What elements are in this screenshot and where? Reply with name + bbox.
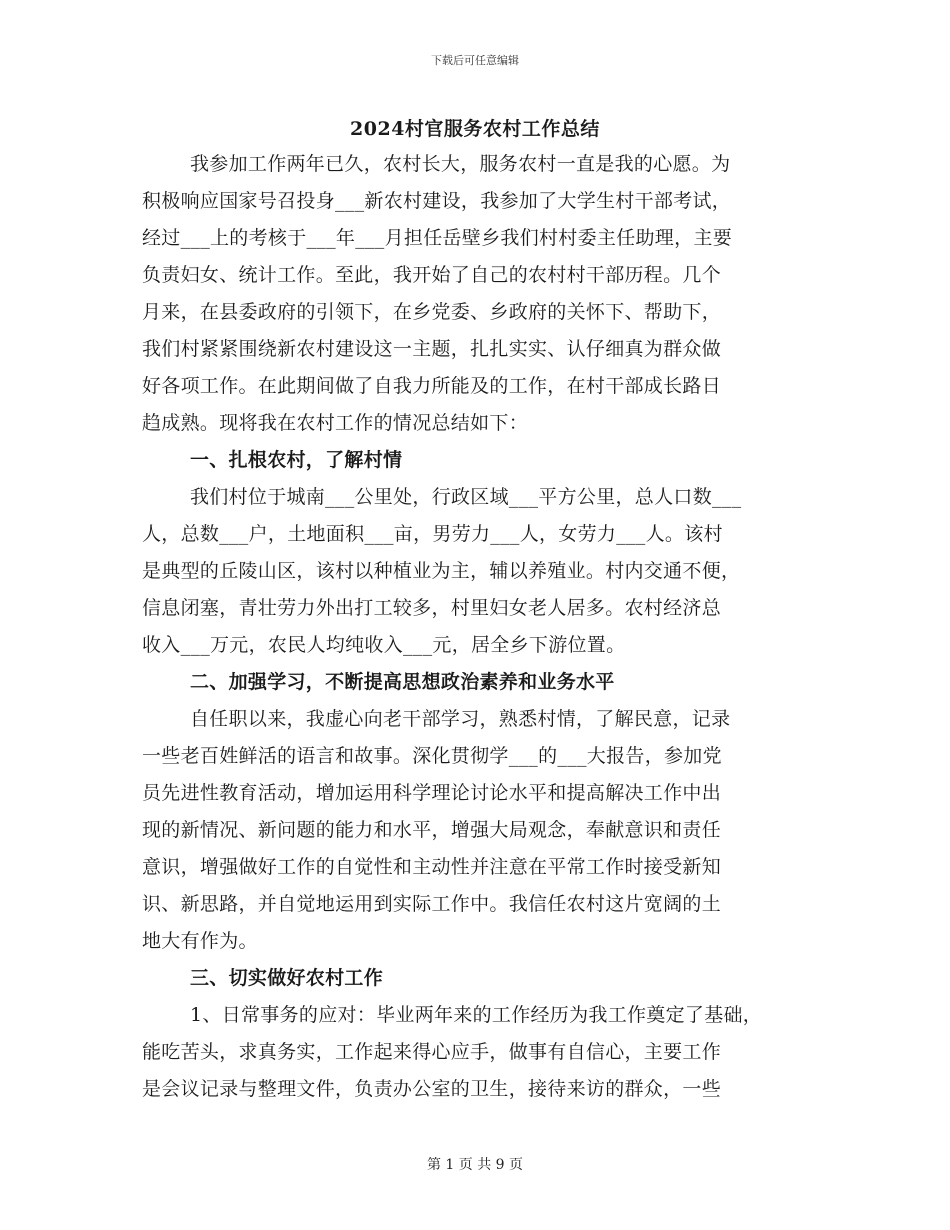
text-line: 收入___万元，农民人均纯收入___元，居全乡下游位置。: [142, 634, 626, 656]
text-line: 1、日常事务的应对：毕业两年来的工作经历为我工作奠定了基础，: [190, 1004, 763, 1026]
text-line: 人，总数___户，土地面积___亩，男劳力___人，女劳力___人。该村: [142, 523, 723, 545]
text-line: 信息闭塞，青壮劳力外出打工较多，村里妇女老人居多。农村经济总: [142, 597, 722, 619]
text-line: 自任职以来，我虚心向老干部学习，熟悉村情，了解民意，记录: [190, 708, 731, 730]
header-note: 下载后可任意编辑: [431, 54, 519, 67]
text-line: 负责妇女、统计工作。至此，我开始了自己的农村村干部历程。几个: [142, 264, 722, 286]
page-number-footer: 第 1 页 共 9 页: [426, 1157, 524, 1173]
text-line: 我们村位于城南___公里处，行政区域___平方公里，总人口数___: [190, 486, 742, 508]
text-line: 我参加工作两年已久，农村长大，服务农村一直是我的心愿。为: [190, 153, 731, 175]
text-line: 我们村紧紧围绕新农村建设这一主题，扎扎实实、认仔细真为群众做: [142, 338, 722, 360]
text-line: 识、新思路，并自觉地运用到实际工作中。我信任农村这片宽阔的土: [142, 893, 722, 915]
text-line: 是典型的丘陵山区，该村以种植业为主，辅以养殖业。村内交通不便，: [142, 560, 741, 582]
text-line: 地大有作为。: [142, 930, 258, 952]
text-line: 经过___上的考核于___年___月担任岳壁乡我们村村委主任助理，主要: [142, 227, 733, 249]
text-line: 积极响应国家号召投身___新农村建设，我参加了大学生村干部考试，: [142, 190, 732, 212]
text-line: 能吃苦头，求真务实，工作起来得心应手，做事有自信心，主要工作: [142, 1041, 722, 1063]
section-heading: 三、切实做好农村工作: [190, 967, 384, 989]
text-line: 员先进性教育活动，增加运用科学理论讨论水平和提高解决工作中出: [142, 782, 722, 804]
text-line: 是会议记录与整理文件，负责办公室的卫生，接待来访的群众，一些: [142, 1078, 722, 1100]
document-title: 2024村官服务农村工作总结: [350, 118, 600, 140]
text-line: 趋成熟。现将我在农村工作的情况总结如下：: [142, 412, 529, 434]
section-heading: 二、加强学习，不断提高思想政治素养和业务水平: [190, 671, 615, 693]
text-line: 月来，在县委政府的引领下，在乡党委、乡政府的关怀下、帮助下，: [142, 301, 722, 323]
section-heading: 一、扎根农村，了解村情: [190, 449, 403, 471]
text-line: 意识，增强做好工作的自觉性和主动性并注意在平常工作时接受新知: [142, 856, 722, 878]
text-line: 一些老百姓鲜活的语言和故事。深化贯彻学___的___大报告，参加党: [142, 745, 722, 767]
document-body: [142, 146, 832, 1108]
text-line: 现的新情况、新问题的能力和水平，增强大局观念，奉献意识和责任: [142, 819, 722, 841]
text-line: 好各项工作。在此期间做了自我力所能及的工作，在村干部成长路日: [142, 375, 722, 397]
